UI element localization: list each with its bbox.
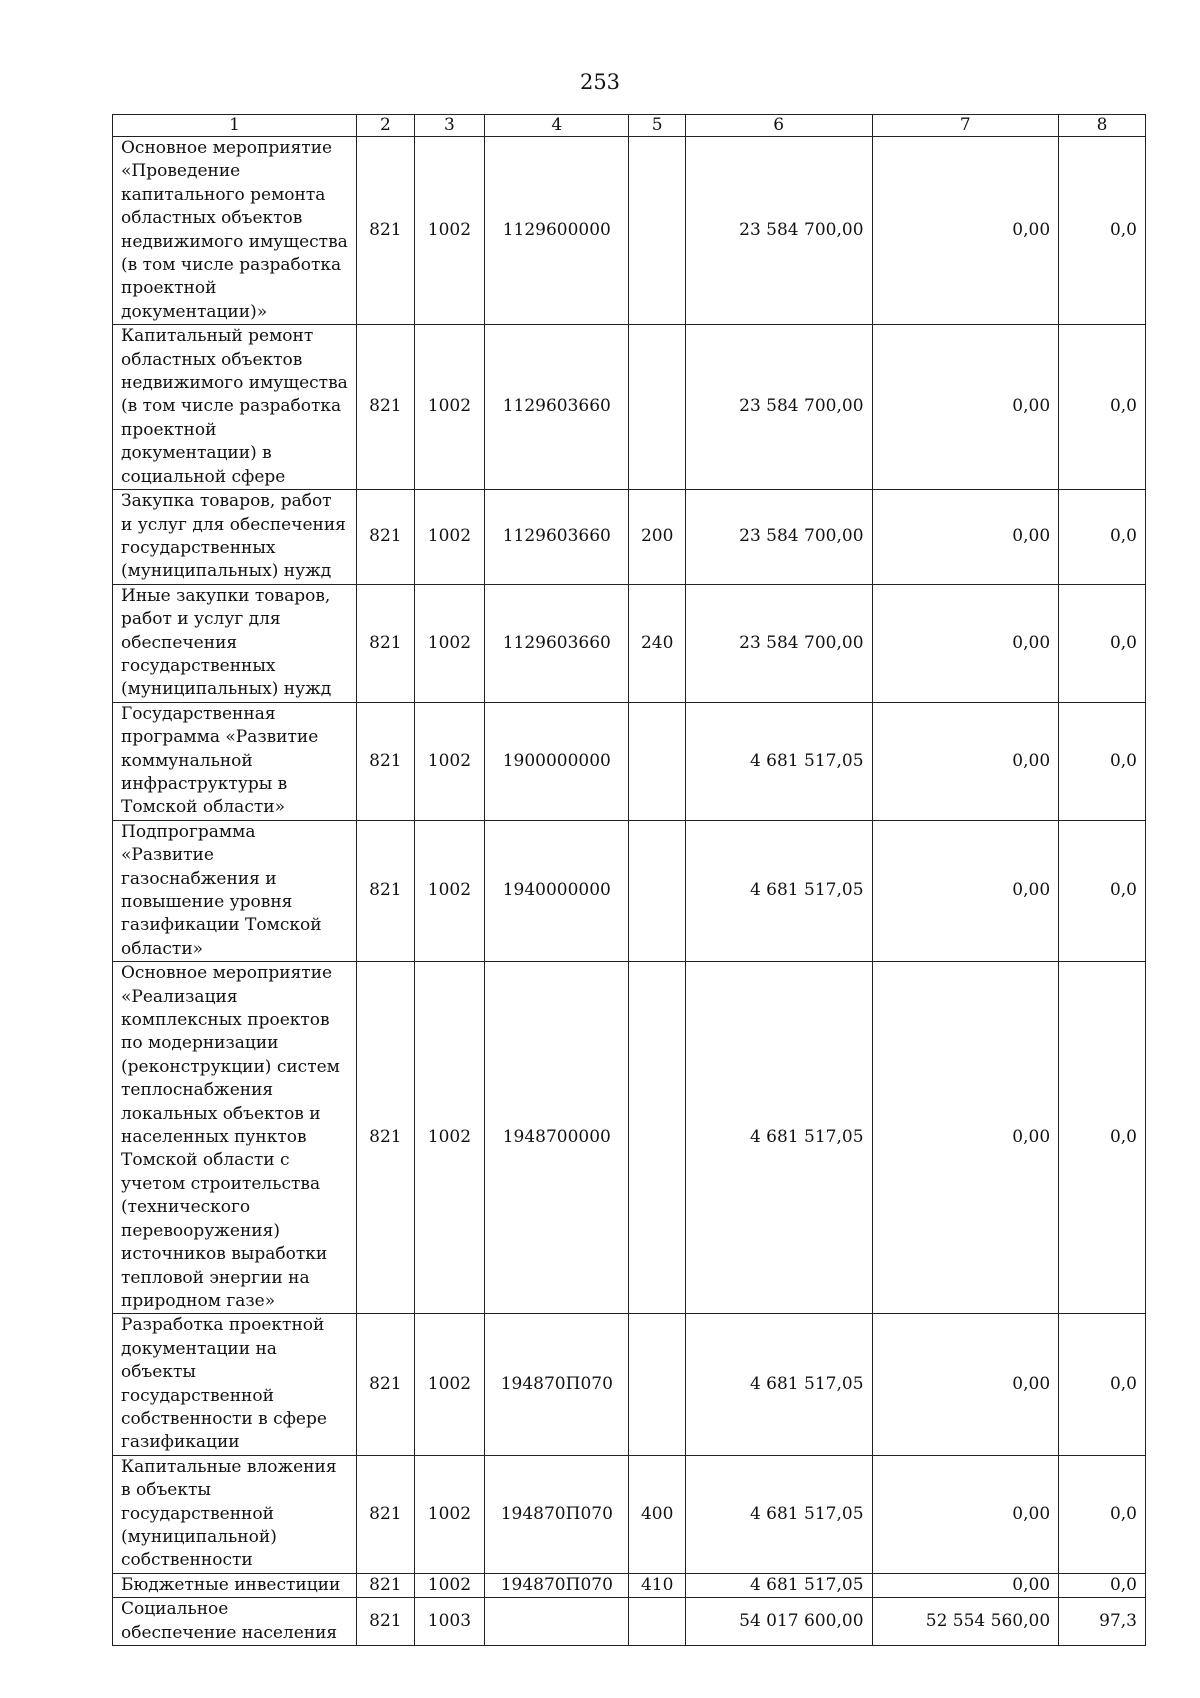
row-expense-type: 400 [629, 1455, 685, 1573]
row-fact-amount: 0,00 [872, 1314, 1059, 1455]
row-ministry-code: 821 [357, 584, 415, 702]
row-ministry-code: 821 [357, 137, 415, 325]
row-target-code: 194870П070 [485, 1314, 629, 1455]
row-plan-amount: 4 681 517,05 [685, 702, 872, 820]
row-expense-type [629, 962, 685, 1314]
row-plan-amount: 4 681 517,05 [685, 962, 872, 1314]
row-section-code: 1002 [414, 962, 485, 1314]
column-header: 7 [872, 115, 1059, 137]
row-fact-amount: 0,00 [872, 325, 1059, 490]
row-expense-type: 410 [629, 1573, 685, 1597]
row-name: Капитальный ремонт областных объектов недвижимого имущества (в том числе разработка проектной документации) в социальной сфере [113, 325, 357, 490]
row-percent: 0,0 [1059, 1314, 1146, 1455]
row-target-code: 194870П070 [485, 1573, 629, 1597]
row-section-code: 1002 [414, 1455, 485, 1573]
row-name: Государственная программа «Развитие коммунальной инфраструктуры в Томской области» [113, 702, 357, 820]
table-row [113, 962, 1146, 1314]
row-target-code: 1948700000 [485, 962, 629, 1314]
row-plan-amount: 4 681 517,05 [685, 820, 872, 961]
row-section-code: 1002 [414, 490, 485, 585]
row-fact-amount: 0,00 [872, 962, 1059, 1314]
table-row [113, 584, 1146, 702]
row-target-code: 1900000000 [485, 702, 629, 820]
row-plan-amount: 23 584 700,00 [685, 137, 872, 325]
row-expense-type: 240 [629, 584, 685, 702]
row-fact-amount: 0,00 [872, 1573, 1059, 1597]
row-name: Подпрограмма «Развитие газоснабжения и повышение уровня газификации Томской области» [113, 820, 357, 961]
row-section-code: 1002 [414, 820, 485, 961]
row-ministry-code: 821 [357, 1455, 415, 1573]
row-plan-amount: 54 017 600,00 [685, 1598, 872, 1646]
column-header: 2 [357, 115, 415, 137]
row-target-code: 1129603660 [485, 325, 629, 490]
table-row [113, 1314, 1146, 1455]
table-row [113, 1455, 1146, 1573]
row-percent: 0,0 [1059, 137, 1146, 325]
row-fact-amount: 0,00 [872, 820, 1059, 961]
row-plan-amount: 4 681 517,05 [685, 1573, 872, 1597]
row-section-code: 1002 [414, 1573, 485, 1597]
table-row [113, 820, 1146, 961]
row-percent: 0,0 [1059, 584, 1146, 702]
row-expense-type [629, 325, 685, 490]
column-header: 8 [1059, 115, 1146, 137]
column-number-row [113, 115, 1146, 137]
row-ministry-code: 821 [357, 1598, 415, 1646]
row-expense-type [629, 137, 685, 325]
column-header: 6 [685, 115, 872, 137]
column-header: 4 [485, 115, 629, 137]
table-row [113, 325, 1146, 490]
row-percent: 0,0 [1059, 1573, 1146, 1597]
row-ministry-code: 821 [357, 1573, 415, 1597]
row-percent: 0,0 [1059, 702, 1146, 820]
column-header: 1 [113, 115, 357, 137]
table-row [113, 702, 1146, 820]
row-plan-amount: 4 681 517,05 [685, 1314, 872, 1455]
row-target-code: 194870П070 [485, 1455, 629, 1573]
table-row [113, 137, 1146, 325]
row-plan-amount: 4 681 517,05 [685, 1455, 872, 1573]
row-percent: 0,0 [1059, 820, 1146, 961]
row-name: Социальное обеспечение населения [113, 1598, 357, 1646]
row-name: Основное мероприятие «Реализация комплексных проектов по модернизации (реконструкции) систем теплоснабжения локальных объектов и населенных пунктов Томской области с учетом строительства (технического перевооружения) источников выработки тепловой энергии на природном газе» [113, 962, 357, 1314]
row-ministry-code: 821 [357, 820, 415, 961]
row-expense-type [629, 820, 685, 961]
row-target-code: 1129600000 [485, 137, 629, 325]
row-target-code: 1129603660 [485, 584, 629, 702]
row-section-code: 1002 [414, 325, 485, 490]
row-target-code: 1940000000 [485, 820, 629, 961]
row-fact-amount: 0,00 [872, 1455, 1059, 1573]
column-header: 3 [414, 115, 485, 137]
row-target-code: 1129603660 [485, 490, 629, 585]
row-fact-amount: 0,00 [872, 702, 1059, 820]
row-fact-amount: 52 554 560,00 [872, 1598, 1059, 1646]
row-section-code: 1003 [414, 1598, 485, 1646]
row-name: Основное мероприятие «Проведение капитального ремонта областных объектов недвижимого имущества (в том числе разработка проектной документации)» [113, 137, 357, 325]
row-name: Бюджетные инвестиции [113, 1573, 357, 1597]
page-number: 253 [579, 70, 621, 94]
row-percent: 0,0 [1059, 1455, 1146, 1573]
row-expense-type [629, 1598, 685, 1646]
column-header: 5 [629, 115, 685, 137]
table-row [113, 1598, 1146, 1646]
row-expense-type [629, 702, 685, 820]
row-plan-amount: 23 584 700,00 [685, 490, 872, 585]
row-ministry-code: 821 [357, 1314, 415, 1455]
row-fact-amount: 0,00 [872, 490, 1059, 585]
row-name: Разработка проектной документации на объекты государственной собственности в сфере газификации [113, 1314, 357, 1455]
row-section-code: 1002 [414, 584, 485, 702]
row-expense-type [629, 1314, 685, 1455]
row-section-code: 1002 [414, 1314, 485, 1455]
budget-table [112, 114, 1146, 1646]
row-percent: 0,0 [1059, 325, 1146, 490]
row-expense-type: 200 [629, 490, 685, 585]
table-row [113, 490, 1146, 585]
row-plan-amount: 23 584 700,00 [685, 325, 872, 490]
row-section-code: 1002 [414, 702, 485, 820]
row-percent: 97,3 [1059, 1598, 1146, 1646]
row-ministry-code: 821 [357, 490, 415, 585]
row-percent: 0,0 [1059, 490, 1146, 585]
row-ministry-code: 821 [357, 962, 415, 1314]
row-section-code: 1002 [414, 137, 485, 325]
row-fact-amount: 0,00 [872, 584, 1059, 702]
row-plan-amount: 23 584 700,00 [685, 584, 872, 702]
row-ministry-code: 821 [357, 325, 415, 490]
row-name: Закупка товаров, работ и услуг для обеспечения государственных (муниципальных) нужд [113, 490, 357, 585]
table-row [113, 1573, 1146, 1597]
row-percent: 0,0 [1059, 962, 1146, 1314]
row-name: Капитальные вложения в объекты государственной (муниципальной) собственности [113, 1455, 357, 1573]
row-ministry-code: 821 [357, 702, 415, 820]
row-fact-amount: 0,00 [872, 137, 1059, 325]
row-name: Иные закупки товаров, работ и услуг для обеспечения государственных (муниципальных) нужд [113, 584, 357, 702]
row-target-code [485, 1598, 629, 1646]
